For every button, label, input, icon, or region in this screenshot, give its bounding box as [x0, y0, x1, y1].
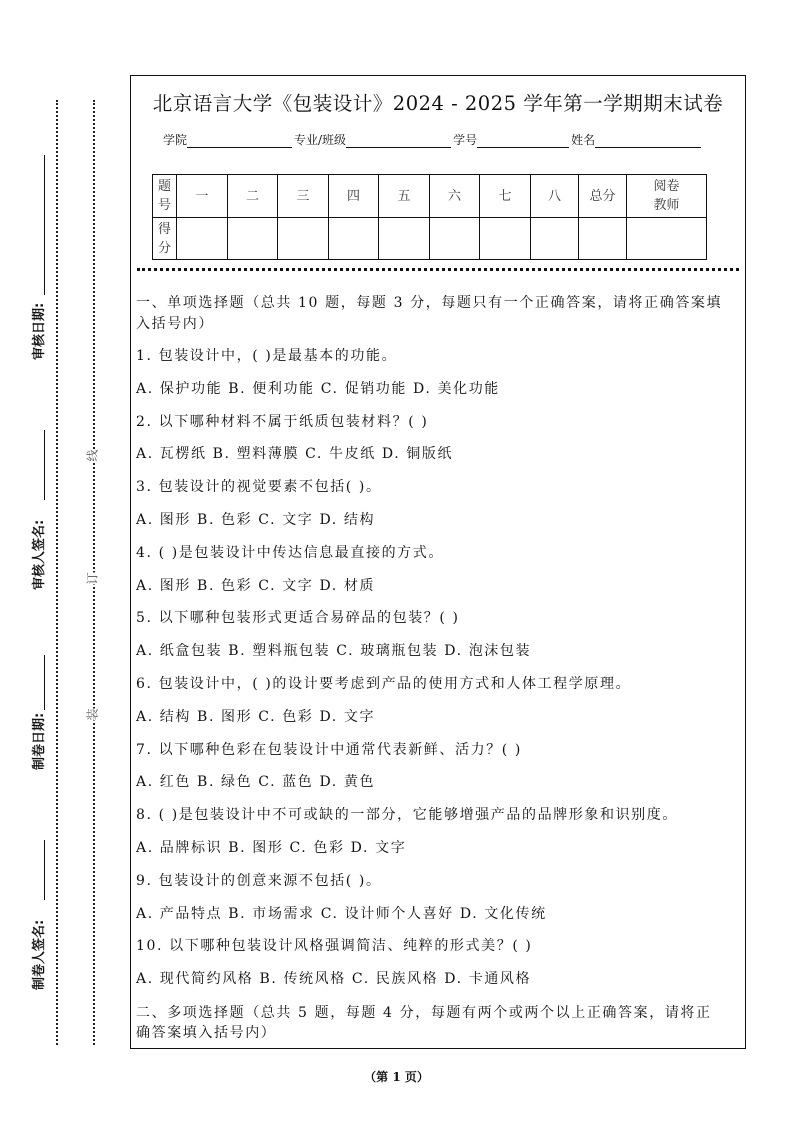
binding-mark-xian: 线 [85, 449, 100, 462]
score-cell[interactable] [177, 218, 228, 260]
major-class-label: 专业/班级 [294, 133, 347, 147]
score-cell[interactable] [531, 218, 579, 260]
row-label-score: 得分 [153, 218, 177, 260]
question-options: A. 保护功能 B. 便利功能 C. 促销功能 D. 美化功能 [136, 380, 500, 397]
reviewer-signature-label: 审核人签名: [32, 519, 47, 590]
question-text: 6. 包装设计中，( )的设计要考虑到产品的使用方式和人体工程学原理。 [136, 676, 632, 692]
row-label-question-number: 题号 [153, 175, 177, 218]
question-options: A. 瓦楞纸 B. 塑料薄膜 C. 牛皮纸 D. 铜版纸 [136, 446, 454, 463]
score-cell[interactable] [627, 218, 707, 260]
col-6: 六 [430, 175, 480, 218]
maker-date-label: 制卷日期: [32, 712, 47, 770]
section-2-heading-cont: 确答案填入括号内） [136, 1025, 277, 1041]
score-table [152, 174, 707, 260]
page-number: （第 1 页） [364, 1070, 429, 1084]
question-text: 10. 以下哪种包装设计风格强调简洁、纯粹的形式美？( ) [136, 938, 533, 955]
margin-dotted-line-outer [56, 100, 58, 1045]
student-info-row [163, 131, 703, 148]
question-options: A. 红色 B. 绿色 C. 蓝色 D. 黄色 [136, 774, 376, 791]
maker-signature-label: 制卷人签名: [32, 919, 47, 990]
review-date-label: 审核日期: [32, 302, 47, 360]
section-1-heading-cont: 入括号内） [136, 316, 214, 332]
col-total: 总分 [579, 175, 627, 218]
question-text: 5. 以下哪种包装形式更适合易碎品的包装？( ) [136, 610, 460, 627]
question-text: 1. 包装设计中，( )是最基本的功能。 [136, 348, 398, 364]
col-1: 一 [177, 175, 228, 218]
question-options: A. 图形 B. 色彩 C. 文字 D. 结构 [136, 512, 376, 528]
question-options: A. 产品特点 B. 市场需求 C. 设计师个人喜好 D. 文化传统 [136, 905, 547, 922]
score-cell[interactable] [379, 218, 430, 260]
col-7: 七 [480, 175, 531, 218]
col-5: 五 [379, 175, 430, 218]
student-id-label: 学号 [453, 133, 478, 147]
name-field[interactable] [595, 134, 701, 148]
col-2: 二 [228, 175, 278, 218]
exam-page-frame [130, 75, 746, 1049]
college-label: 学院 [163, 133, 188, 147]
major-class-field[interactable] [346, 134, 451, 148]
question-text: 3. 包装设计的视觉要素不包括( )。 [136, 479, 382, 496]
question-text: 9. 包装设计的创意来源不包括( )。 [136, 872, 382, 889]
binding-mark-zhuang: 装 [85, 708, 100, 721]
question-text: 2. 以下哪种材料不属于纸质包装材料？( ) [136, 413, 429, 430]
col-3: 三 [278, 175, 329, 218]
col-8: 八 [531, 175, 579, 218]
question-options: A. 结构 B. 图形 C. 色彩 D. 文字 [136, 708, 376, 725]
score-cell[interactable] [579, 218, 627, 260]
score-cell[interactable] [480, 218, 531, 260]
exam-title: 北京语言大学《包装设计》2024 - 2025 学年第一学期期末试卷 [152, 92, 724, 115]
section-2-heading: 二、多项选择题（总共 5 题，每题 4 分，每题有两个或两个以上正确答案，请将正 [136, 1005, 712, 1021]
question-options: A. 品牌标识 B. 图形 C. 色彩 D. 文字 [136, 840, 407, 856]
section-1-heading: 一、单项选择题（总共 10 题，每题 3 分，每题只有一个正确答案，请将正确答案填 [136, 295, 723, 311]
col-4: 四 [329, 175, 379, 218]
score-cell[interactable] [228, 218, 278, 260]
date-line [44, 655, 45, 710]
question-text: 7. 以下哪种色彩在包装设计中通常代表新鲜、活力？( ) [136, 741, 522, 758]
college-field[interactable] [187, 134, 292, 148]
score-cell[interactable] [430, 218, 480, 260]
student-id-field[interactable] [477, 134, 569, 148]
score-cell[interactable] [329, 218, 379, 260]
question-text: 8. ( )是包装设计中不可或缺的一部分，它能够增强产品的品牌形象和识别度。 [136, 807, 678, 824]
signature-line [44, 840, 45, 900]
name-label: 姓名 [571, 133, 596, 147]
binding-mark-ding: 订 [85, 572, 100, 585]
question-options: A. 现代简约风格 B. 传统风格 C. 民族风格 D. 卡通风格 [136, 971, 532, 988]
score-cell[interactable] [278, 218, 329, 260]
dotted-separator [137, 268, 739, 271]
col-grader: 阅卷教师 [627, 175, 707, 218]
question-options: A. 图形 B. 色彩 C. 文字 D. 材质 [136, 577, 376, 594]
review-date-line [44, 155, 45, 295]
question-options: A. 纸盒包装 B. 塑料瓶包装 C. 玻璃瓶包装 D. 泡沫包装 [136, 643, 532, 660]
review-signature-line [44, 430, 45, 500]
question-text: 4. ( )是包装设计中传达信息最直接的方式。 [136, 544, 444, 561]
